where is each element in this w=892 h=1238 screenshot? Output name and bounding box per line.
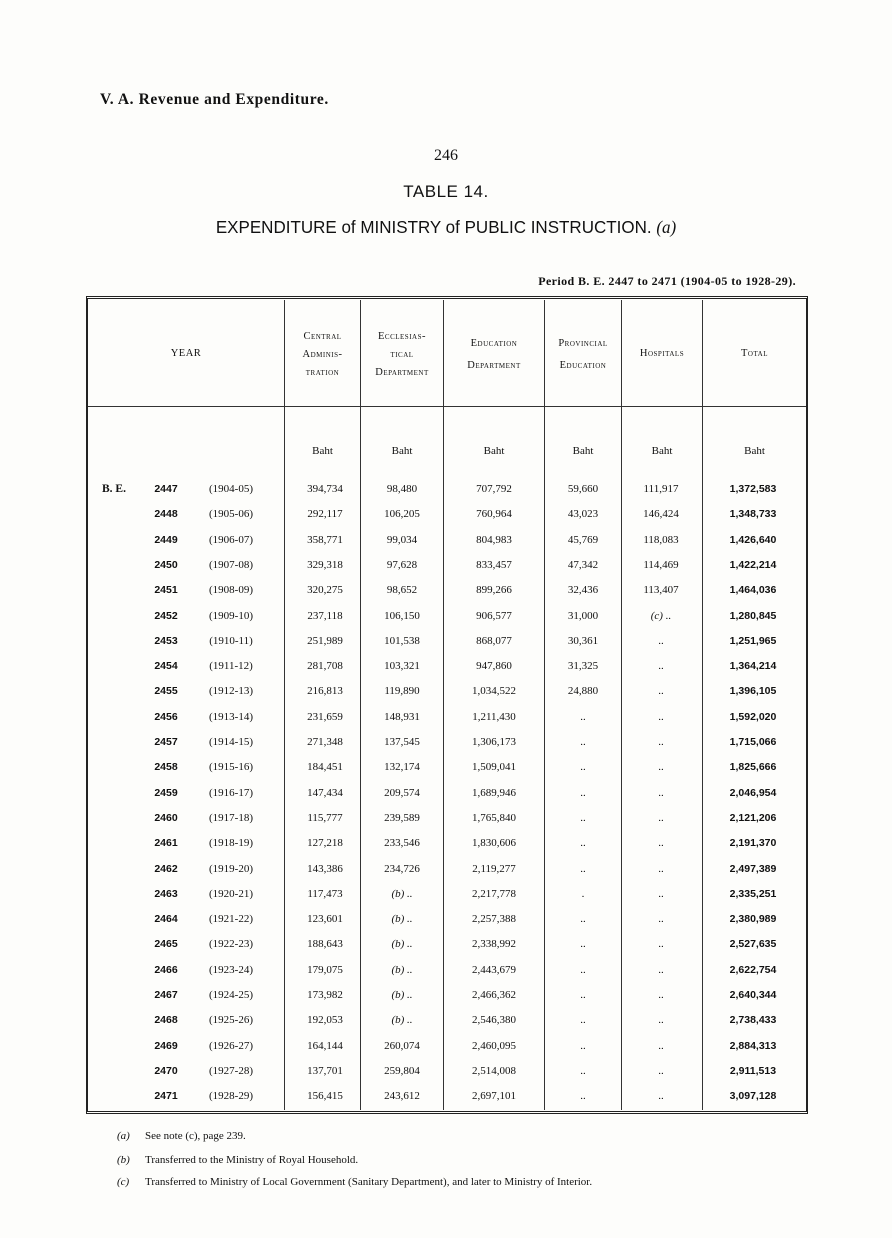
year-be: 2469: [154, 1039, 178, 1052]
cell-total: 1,280,845: [729, 609, 777, 622]
header-line: Education: [559, 360, 607, 371]
table-row: [0, 913, 892, 938]
year-be: 2465: [154, 938, 178, 951]
year-be: 2468: [154, 1014, 178, 1027]
year-ad: (1915-16): [209, 761, 253, 774]
year-be: 2454: [154, 660, 178, 673]
table-row: [0, 938, 892, 963]
cell-provincial-education: ..: [580, 761, 586, 774]
cell-hospitals: 146,424: [643, 508, 679, 521]
cell-education-department: 1,689,946: [472, 786, 516, 799]
cell-provincial-education: ..: [580, 1039, 586, 1052]
cell-central-administration: 394,734: [307, 483, 343, 495]
cell-central-administration: 179,075: [307, 963, 343, 976]
header-line: Education: [470, 338, 518, 349]
cell-central-administration: 358,771: [307, 533, 343, 546]
cell-hospitals: ..: [658, 634, 664, 647]
year-ad: (1922-23): [209, 938, 253, 951]
cell-total: 1,715,066: [729, 736, 777, 748]
cell-central-administration: 164,144: [307, 1039, 343, 1052]
cell-total: 2,191,370: [729, 837, 777, 850]
header-line: tration: [305, 367, 340, 378]
year-be: 2449: [154, 533, 178, 546]
table-row: [0, 787, 892, 812]
table-row: [0, 610, 892, 635]
cell-total: 2,911,513: [729, 1064, 777, 1077]
cell-ecclesiastical: 239,589: [384, 811, 420, 824]
year-be: 2466: [154, 963, 178, 976]
cell-provincial-education: 31,000: [567, 609, 599, 622]
year-be: 2451: [154, 584, 178, 597]
cell-central-administration: 188,643: [307, 938, 343, 951]
period-caption: Period B. E. 2447 to 2471 (1904-05 to 1928-29).: [538, 274, 796, 288]
table-row: [0, 1065, 892, 1090]
cell-ecclesiastical: (b) ..: [391, 989, 413, 1001]
cell-ecclesiastical: 98,480: [386, 483, 418, 495]
cell-provincial-education: 24,880: [567, 685, 599, 698]
year-be: 2450: [154, 558, 178, 571]
cell-education-department: 1,509,041: [472, 761, 516, 774]
year-ad: (1908-09): [209, 584, 253, 597]
year-be: 2461: [154, 837, 178, 850]
table-row: [0, 508, 892, 533]
cell-ecclesiastical: 137,545: [384, 736, 420, 748]
year-ad: (1913-14): [209, 710, 253, 723]
cell-total: 2,640,344: [729, 989, 777, 1001]
year-ad: (1910-11): [209, 634, 253, 647]
cell-education-department: 2,443,679: [472, 963, 516, 976]
cell-provincial-education: ..: [580, 963, 586, 976]
year-ad: (1914-15): [209, 736, 253, 748]
column-header-total: Total: [740, 348, 768, 359]
cell-provincial-education: ..: [580, 837, 586, 850]
cell-education-department: 906,577: [476, 609, 512, 622]
cell-education-department: 2,546,380: [472, 1014, 516, 1027]
cell-central-administration: 147,434: [307, 786, 343, 799]
cell-ecclesiastical: (b) ..: [391, 963, 413, 976]
year-be: 2452: [154, 609, 178, 622]
cell-provincial-education: 30,361: [567, 634, 599, 647]
cell-education-department: 2,514,008: [472, 1064, 516, 1077]
column-header-education: [444, 333, 544, 377]
cell-total: 2,527,635: [729, 938, 777, 951]
year-ad: (1911-12): [209, 660, 253, 673]
cell-hospitals: ..: [658, 660, 664, 673]
cell-hospitals: ..: [658, 1090, 664, 1103]
cell-provincial-education: ..: [580, 786, 586, 799]
footnote-mark: (b): [117, 1154, 130, 1166]
cell-education-department: 2,460,095: [472, 1039, 516, 1052]
year-ad: (1906-07): [209, 533, 253, 546]
cell-hospitals: 114,469: [643, 558, 679, 571]
cell-provincial-education: .: [581, 887, 585, 900]
cell-ecclesiastical: 243,612: [384, 1090, 420, 1103]
cell-ecclesiastical: (b) ..: [391, 1014, 413, 1027]
cell-hospitals: ..: [658, 811, 664, 824]
year-be: 2462: [154, 862, 178, 875]
cell-education-department: 2,119,277: [472, 862, 516, 875]
cell-hospitals: ..: [658, 989, 664, 1001]
unit-label: Baht: [744, 445, 765, 457]
cell-education-department: 2,466,362: [472, 989, 516, 1001]
cell-provincial-education: ..: [580, 1064, 586, 1077]
section-heading: V. A. Revenue and Expenditure.: [100, 91, 329, 108]
year-be: 2463: [154, 887, 178, 900]
cell-provincial-education: ..: [580, 710, 586, 723]
footnote-mark: (c): [117, 1176, 130, 1188]
cell-ecclesiastical: 259,804: [384, 1064, 420, 1077]
column-header-central: [285, 328, 360, 382]
year-ad: (1926-27): [209, 1039, 253, 1052]
year-be: 2458: [154, 761, 178, 774]
cell-hospitals: ..: [658, 862, 664, 875]
cell-ecclesiastical: (b) ..: [391, 887, 413, 900]
cell-provincial-education: 47,342: [567, 558, 599, 571]
cell-hospitals: ..: [658, 887, 664, 900]
header-line: tical: [390, 349, 414, 360]
cell-total: 2,622,754: [729, 963, 777, 976]
cell-ecclesiastical: 233,546: [384, 837, 420, 850]
header-line: Central: [303, 331, 342, 342]
table-row: [0, 584, 892, 609]
footnote-text: Transferred to Ministry of Local Government (Sanitary Department), and later to Ministry of Interior.: [145, 1176, 593, 1188]
cell-total: 3,097,128: [729, 1090, 777, 1103]
year-be: 2459: [154, 786, 178, 799]
cell-education-department: 2,217,778: [472, 887, 516, 900]
year-be: 2467: [154, 989, 178, 1001]
cell-total: 1,396,105: [729, 685, 777, 698]
column-header-year: YEAR: [170, 348, 202, 359]
year-ad: (1917-18): [209, 811, 253, 824]
cell-hospitals: 111,917: [643, 483, 679, 495]
header-line: Department: [375, 367, 429, 378]
cell-ecclesiastical: (b) ..: [391, 938, 413, 951]
cell-provincial-education: ..: [580, 989, 586, 1001]
year-ad: (1923-24): [209, 963, 253, 976]
cell-total: 2,497,389: [729, 862, 777, 875]
cell-provincial-education: ..: [580, 913, 586, 926]
year-ad: (1916-17): [209, 786, 253, 799]
cell-total: 1,251,965: [729, 634, 777, 647]
cell-central-administration: 231,659: [307, 710, 343, 723]
year-ad: (1920-21): [209, 887, 253, 900]
footnote-a: [117, 1130, 246, 1142]
cell-ecclesiastical: 234,726: [384, 862, 420, 875]
unit-label: Baht: [312, 445, 333, 457]
cell-hospitals: (c) ..: [650, 609, 672, 622]
cell-education-department: 2,338,992: [472, 938, 516, 951]
cell-total: 2,046,954: [729, 786, 777, 799]
cell-total: 1,348,733: [729, 508, 777, 521]
cell-ecclesiastical: 98,652: [386, 584, 418, 597]
year-ad: (1918-19): [209, 837, 253, 850]
footnote-c: [117, 1176, 592, 1188]
table-row: [0, 812, 892, 837]
footnote-b: [117, 1154, 358, 1166]
cell-education-department: 947,860: [476, 660, 512, 673]
cell-central-administration: 137,701: [307, 1064, 343, 1077]
cell-ecclesiastical: 106,150: [384, 609, 420, 622]
cell-education-department: 868,077: [476, 634, 512, 647]
table-number: TABLE 14.: [403, 182, 489, 201]
cell-central-administration: 329,318: [307, 558, 343, 571]
table-row: [0, 1014, 892, 1039]
cell-hospitals: ..: [658, 736, 664, 748]
cell-central-administration: 237,118: [307, 609, 343, 622]
year-ad: (1921-22): [209, 913, 253, 926]
cell-ecclesiastical: 101,538: [384, 634, 420, 647]
cell-total: 1,464,036: [729, 584, 777, 597]
cell-ecclesiastical: 103,321: [384, 660, 420, 673]
cell-education-department: 1,306,173: [472, 736, 516, 748]
cell-hospitals: ..: [658, 938, 664, 951]
table-row: [0, 635, 892, 660]
cell-provincial-education: ..: [580, 1014, 586, 1027]
cell-provincial-education: 45,769: [567, 533, 599, 546]
cell-provincial-education: 31,325: [567, 660, 599, 673]
cell-ecclesiastical: 260,074: [384, 1039, 420, 1052]
cell-ecclesiastical: 132,174: [384, 761, 420, 774]
header-divider: [88, 406, 806, 407]
year-ad: (1909-10): [209, 609, 253, 622]
cell-central-administration: 320,275: [307, 584, 343, 597]
year-be: 2471: [154, 1090, 178, 1103]
cell-education-department: 833,457: [476, 558, 512, 571]
cell-central-administration: 216,813: [307, 685, 343, 698]
table-row: [0, 1040, 892, 1065]
cell-provincial-education: ..: [580, 736, 586, 748]
table-row: [0, 888, 892, 913]
year-ad: (1912-13): [209, 685, 253, 698]
cell-education-department: 804,983: [476, 533, 512, 546]
cell-education-department: 899,266: [476, 584, 512, 597]
cell-education-department: 2,257,388: [472, 913, 516, 926]
cell-hospitals: ..: [658, 761, 664, 774]
year-be: 2456: [154, 710, 178, 723]
year-be: 2457: [154, 736, 178, 748]
cell-education-department: 1,830,606: [472, 837, 516, 850]
year-be: 2447: [154, 483, 178, 495]
cell-education-department: 1,765,840: [472, 811, 516, 824]
table-row: [0, 989, 892, 1014]
cell-education-department: 1,211,430: [472, 710, 516, 723]
cell-hospitals: ..: [658, 786, 664, 799]
cell-education-department: 707,792: [476, 483, 512, 495]
cell-central-administration: 127,218: [307, 837, 343, 850]
table-row: [0, 736, 892, 761]
table-row: [0, 685, 892, 710]
cell-provincial-education: 32,436: [567, 584, 599, 597]
cell-ecclesiastical: 97,628: [386, 558, 418, 571]
cell-central-administration: 271,348: [307, 736, 343, 748]
cell-hospitals: ..: [658, 710, 664, 723]
table-row: [0, 1090, 892, 1115]
table-row: [0, 660, 892, 685]
header-line: Provincial: [558, 338, 608, 349]
year-ad: (1925-26): [209, 1014, 253, 1027]
column-header-ecclesiastical: [361, 328, 443, 382]
table-row: [0, 837, 892, 862]
cell-ecclesiastical: (b) ..: [391, 913, 413, 926]
year-be: 2453: [154, 634, 178, 647]
cell-provincial-education: ..: [580, 938, 586, 951]
cell-ecclesiastical: 106,205: [384, 508, 420, 521]
cell-central-administration: 281,708: [307, 660, 343, 673]
cell-central-administration: 192,053: [307, 1014, 343, 1027]
table-title-footnote-mark: (a): [656, 217, 677, 238]
cell-hospitals: ..: [658, 1039, 664, 1052]
cell-provincial-education: 43,023: [567, 508, 599, 521]
unit-label: Baht: [651, 445, 673, 457]
table-row: [0, 761, 892, 786]
year-ad: (1905-06): [209, 508, 253, 521]
unit-label: Baht: [483, 445, 505, 457]
cell-provincial-education: ..: [580, 1090, 586, 1103]
cell-ecclesiastical: 99,034: [386, 533, 418, 546]
table-row: [0, 483, 892, 508]
cell-total: 1,592,020: [729, 710, 777, 723]
be-label: B. E.: [102, 483, 126, 495]
table-row: [0, 863, 892, 888]
cell-total: 2,738,433: [729, 1014, 777, 1027]
year-be: 2464: [154, 913, 178, 926]
header-line: Department: [467, 360, 521, 371]
year-ad: (1919-20): [209, 862, 253, 875]
cell-hospitals: ..: [658, 913, 664, 926]
cell-total: 2,380,989: [729, 913, 777, 926]
table-row: [0, 559, 892, 584]
table-row: [0, 711, 892, 736]
table-row: [0, 534, 892, 559]
header-line: Ecclesias-: [378, 331, 426, 342]
cell-central-administration: 292,117: [307, 508, 343, 521]
footnote-text: Transferred to the Ministry of Royal Household.: [145, 1154, 359, 1166]
column-header-provincial: [545, 333, 621, 377]
table-title-text: EXPENDITURE of MINISTRY of PUBLIC INSTRUCTION.: [215, 217, 652, 238]
cell-hospitals: 113,407: [643, 584, 679, 597]
year-be: 2455: [154, 685, 178, 698]
cell-central-administration: 115,777: [307, 811, 343, 824]
page-number: 246: [434, 147, 458, 164]
year-be: 2448: [154, 508, 178, 521]
cell-hospitals: ..: [658, 1064, 664, 1077]
table-title: [0, 218, 892, 239]
header-line: Adminis-: [302, 349, 343, 360]
cell-hospitals: ..: [658, 963, 664, 976]
table-row: [0, 964, 892, 989]
cell-total: 1,422,214: [729, 558, 777, 571]
cell-total: 1,825,666: [729, 761, 777, 774]
cell-central-administration: 173,982: [307, 989, 343, 1001]
cell-central-administration: 156,415: [307, 1090, 343, 1103]
footnote-mark: (a): [117, 1130, 130, 1142]
column-header-hospitals: Hospitals: [639, 348, 685, 359]
cell-central-administration: 143,386: [307, 862, 343, 875]
cell-provincial-education: ..: [580, 862, 586, 875]
year-be: 2470: [154, 1064, 178, 1077]
year-ad: (1904-05): [209, 483, 253, 495]
cell-ecclesiastical: 119,890: [384, 685, 420, 698]
cell-total: 2,884,313: [729, 1039, 777, 1052]
cell-hospitals: ..: [658, 1014, 664, 1027]
cell-education-department: 2,697,101: [472, 1090, 516, 1103]
cell-education-department: 760,964: [476, 508, 512, 521]
cell-ecclesiastical: 209,574: [384, 786, 420, 799]
cell-total: 2,121,206: [729, 811, 777, 824]
cell-hospitals: ..: [658, 837, 664, 850]
cell-provincial-education: ..: [580, 811, 586, 824]
year-ad: (1924-25): [209, 989, 253, 1001]
cell-ecclesiastical: 148,931: [384, 710, 420, 723]
cell-central-administration: 184,451: [307, 761, 343, 774]
cell-total: 2,335,251: [729, 887, 777, 900]
cell-education-department: 1,034,522: [472, 685, 516, 698]
year-be: 2460: [154, 811, 178, 824]
unit-label: Baht: [391, 445, 413, 457]
year-ad: (1927-28): [209, 1064, 253, 1077]
cell-hospitals: ..: [658, 685, 664, 698]
year-ad: (1928-29): [209, 1090, 253, 1103]
cell-central-administration: 123,601: [307, 913, 343, 926]
year-ad: (1907-08): [209, 558, 253, 571]
unit-label: Baht: [572, 445, 594, 457]
cell-total: 1,364,214: [729, 660, 777, 673]
cell-provincial-education: 59,660: [567, 483, 599, 495]
footnote-text: See note (c), page 239.: [145, 1130, 246, 1142]
cell-total: 1,372,583: [729, 483, 777, 495]
cell-central-administration: 251,989: [307, 634, 343, 647]
cell-hospitals: 118,083: [643, 533, 679, 546]
cell-total: 1,426,640: [729, 533, 777, 546]
cell-central-administration: 117,473: [307, 887, 343, 900]
